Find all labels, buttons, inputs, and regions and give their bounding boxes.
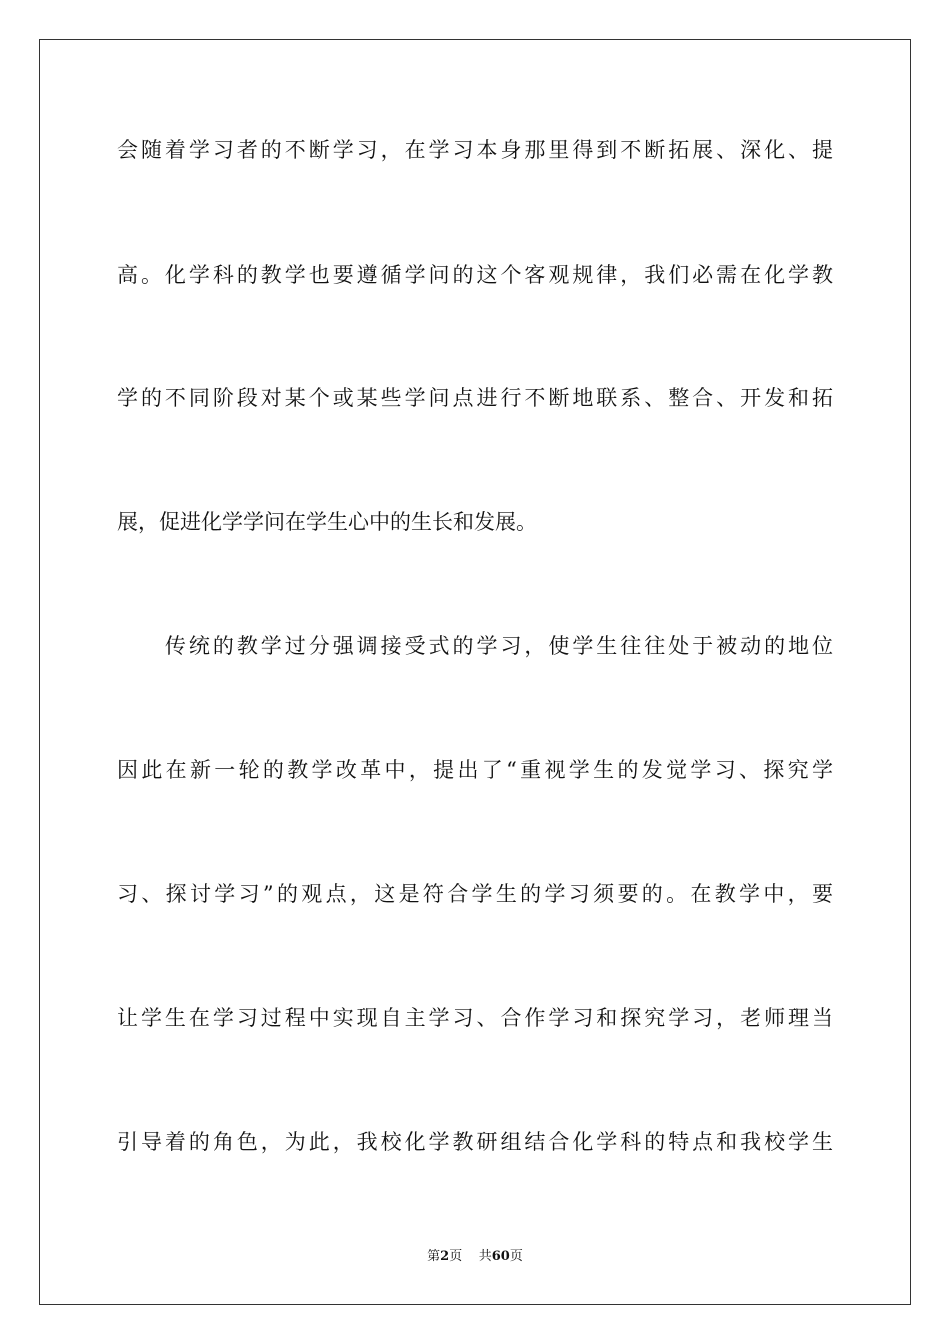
page-suffix: 页 — [449, 1249, 463, 1264]
page-border — [39, 39, 911, 1305]
text-line-6: 因此在新一轮的教学改革中，提出了“重视学生的发觉学习、探究学 — [117, 758, 833, 782]
page-prefix: 第 — [427, 1249, 441, 1264]
text-line-1: 会随着学习者的不断学习，在学习本身那里得到不断拓展、深化、提 — [117, 138, 833, 162]
text-line-8: 让学生在学习过程中实现自主学习、合作学习和探究学习，老师理当 — [117, 1006, 833, 1030]
text-line-3: 学的不同阶段对某个或某些学问点进行不断地联系、整合、开发和拓 — [117, 386, 833, 410]
text-line-4: 展，促进化学学问在学生心中的生长和发展。 — [117, 510, 537, 534]
total-suffix: 页 — [509, 1249, 523, 1264]
total-prefix: 共 — [478, 1249, 492, 1264]
page-footer — [0, 1248, 950, 1266]
page-number: 2 — [440, 1249, 450, 1264]
text-line-5: 传统的教学过分强调接受式的学习，使学生往往处于被动的地位 — [117, 634, 833, 658]
text-line-9: 引导着的角色，为此，我校化学教研组结合化学科的特点和我校学生 — [117, 1130, 833, 1154]
text-line-2: 高。化学科的教学也要遵循学问的这个客观规律，我们必需在化学教 — [117, 263, 833, 287]
text-line-7: 习、探讨学习”的观点，这是符合学生的学习须要的。在教学中，要 — [117, 882, 833, 906]
total-pages: 60 — [491, 1249, 510, 1264]
